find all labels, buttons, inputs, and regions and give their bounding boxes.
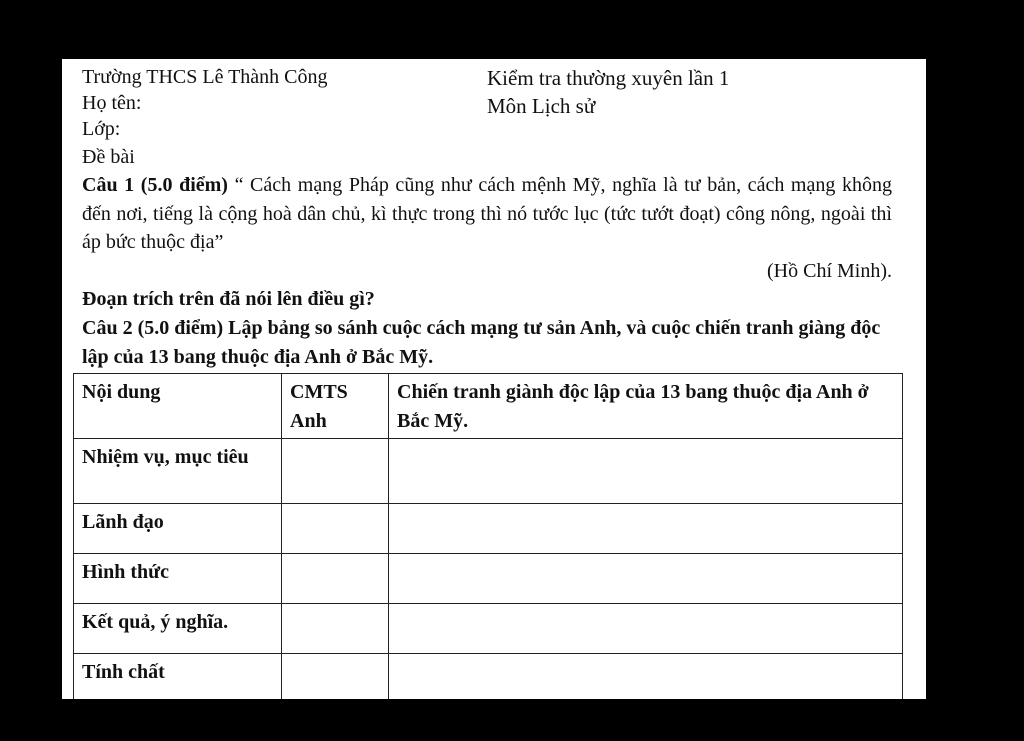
quote-attribution: (Hồ Chí Minh). bbox=[767, 260, 892, 282]
exam-sheet bbox=[62, 59, 926, 699]
empty-cell bbox=[389, 554, 903, 604]
row-label: Kết quả, ý nghĩa. bbox=[74, 604, 282, 654]
row-label: Hình thức bbox=[74, 554, 282, 604]
question-1 bbox=[82, 171, 892, 257]
row-label: Nhiệm vụ, mục tiêu bbox=[74, 439, 282, 504]
row-label: Lãnh đạo bbox=[74, 504, 282, 554]
header-cell-cmts: CMTS Anh bbox=[282, 374, 389, 439]
empty-cell bbox=[389, 439, 903, 504]
subject-name: Môn Lịch sử bbox=[487, 94, 596, 118]
table-header-row bbox=[74, 374, 903, 439]
school-name: Trường THCS Lê Thành Công bbox=[82, 66, 328, 88]
empty-cell bbox=[282, 654, 389, 700]
table-row bbox=[74, 439, 903, 504]
table-row bbox=[74, 554, 903, 604]
class-label: Lớp: bbox=[82, 118, 121, 140]
empty-cell bbox=[282, 554, 389, 604]
row-label: Tính chất bbox=[74, 654, 282, 700]
question-2: Câu 2 (5.0 điểm) Lập bảng so sánh cuộc cách mạng tư sản Anh, và cuộc chiến tranh giàng độc lập của 13 bang thuộc địa Anh ở Bắc Mỹ. bbox=[82, 317, 881, 368]
table-row bbox=[74, 604, 903, 654]
question-1-label: Câu 1 (5.0 điểm) bbox=[82, 174, 228, 196]
table-row bbox=[74, 504, 903, 554]
comparison-table bbox=[73, 373, 903, 699]
empty-cell bbox=[389, 504, 903, 554]
exam-title: Kiểm tra thường xuyên lần 1 bbox=[487, 66, 730, 90]
question-1-prompt: Đoạn trích trên đã nói lên điều gì? bbox=[82, 288, 375, 310]
empty-cell bbox=[282, 604, 389, 654]
question-1-quote: “ Cách mạng Pháp cũng như cách mệnh Mỹ, nghĩa là tư bản, cách mạng không đến nơi, tiếng là cộng hoà dân chủ, kì thực trong thì nó tước lục (tức tướt đoạt) công nông, ngoài thì áp bức thuộc địa” bbox=[82, 174, 892, 253]
table-row bbox=[74, 654, 903, 700]
empty-cell bbox=[282, 504, 389, 554]
name-label: Họ tên: bbox=[82, 92, 142, 114]
de-bai-heading: Đề bài bbox=[82, 146, 135, 168]
empty-cell bbox=[389, 654, 903, 700]
header-cell-war: Chiến tranh giành độc lập của 13 bang thuộc địa Anh ở Bắc Mỹ. bbox=[389, 374, 903, 439]
empty-cell bbox=[282, 439, 389, 504]
header-cell-content: Nội dung bbox=[74, 374, 282, 439]
empty-cell bbox=[389, 604, 903, 654]
